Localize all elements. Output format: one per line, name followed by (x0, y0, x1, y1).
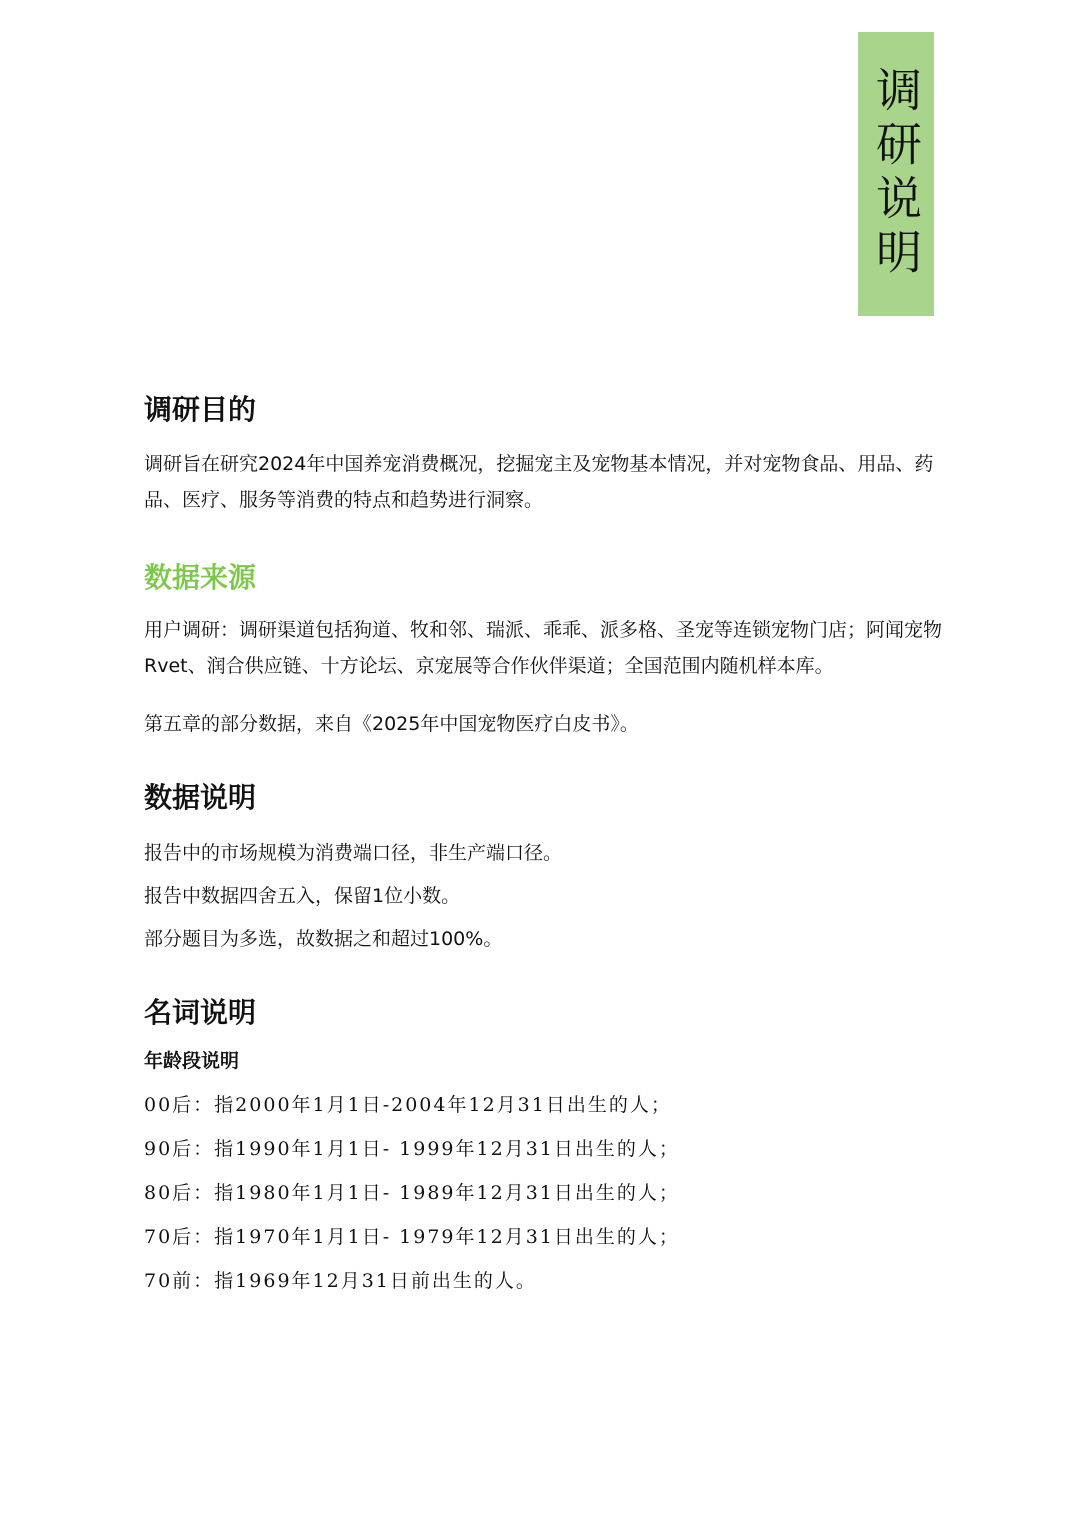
data-note-line: 报告中的市场规模为消费端口径，非生产端口径。 (144, 842, 563, 864)
data-notes-heading: 数据说明 (144, 781, 257, 814)
data-note-line: 报告中数据四舍五入，保留1位小数。 (144, 885, 461, 907)
purpose-heading: 调研目的 (144, 393, 257, 426)
terms-heading: 名词说明 (144, 996, 257, 1029)
purpose-text: 调研旨在研究2024年中国养宠消费概况，挖掘宠主及宠物基本情况，并对宠物食品、用品、药品、医疗、服务等消费的特点和趋势进行洞察。 (144, 453, 934, 511)
age-group-subheading: 年龄段说明 (144, 1050, 240, 1072)
age-group-line: 00后：指2000年1月1日-2004年12月31日出生的人； (144, 1094, 672, 1116)
data-notes-list (144, 832, 944, 961)
page-content (144, 388, 944, 1303)
age-group-line: 90后：指1990年1月1日- 1999年12月31日出生的人； (144, 1138, 680, 1160)
data-note-line: 部分题目为多选，故数据之和超过100%。 (144, 928, 503, 950)
source-text-2: 第五章的部分数据，来自《2025年中国宠物医疗白皮书》。 (144, 713, 639, 735)
age-group-line: 70后：指1970年1月1日- 1979年12月31日出生的人； (144, 1226, 680, 1248)
age-group-line: 70前：指1969年12月31日前出生的人。 (144, 1270, 537, 1292)
section-tab (858, 32, 934, 316)
age-group-line: 80后：指1980年1月1日- 1989年12月31日出生的人； (144, 1182, 680, 1204)
section-tab-title: 调研说明 (869, 66, 923, 282)
source-heading: 数据来源 (144, 561, 257, 594)
age-group-list (144, 1083, 944, 1303)
source-text-1: 用户调研：调研渠道包括狗道、牧和邻、瑞派、乖乖、派多格、圣宠等连锁宠物门店；阿闻宠物Rvet、润合供应链、十方论坛、京宠展等合作伙伴渠道；全国范围内随机样本库。 (144, 619, 943, 677)
